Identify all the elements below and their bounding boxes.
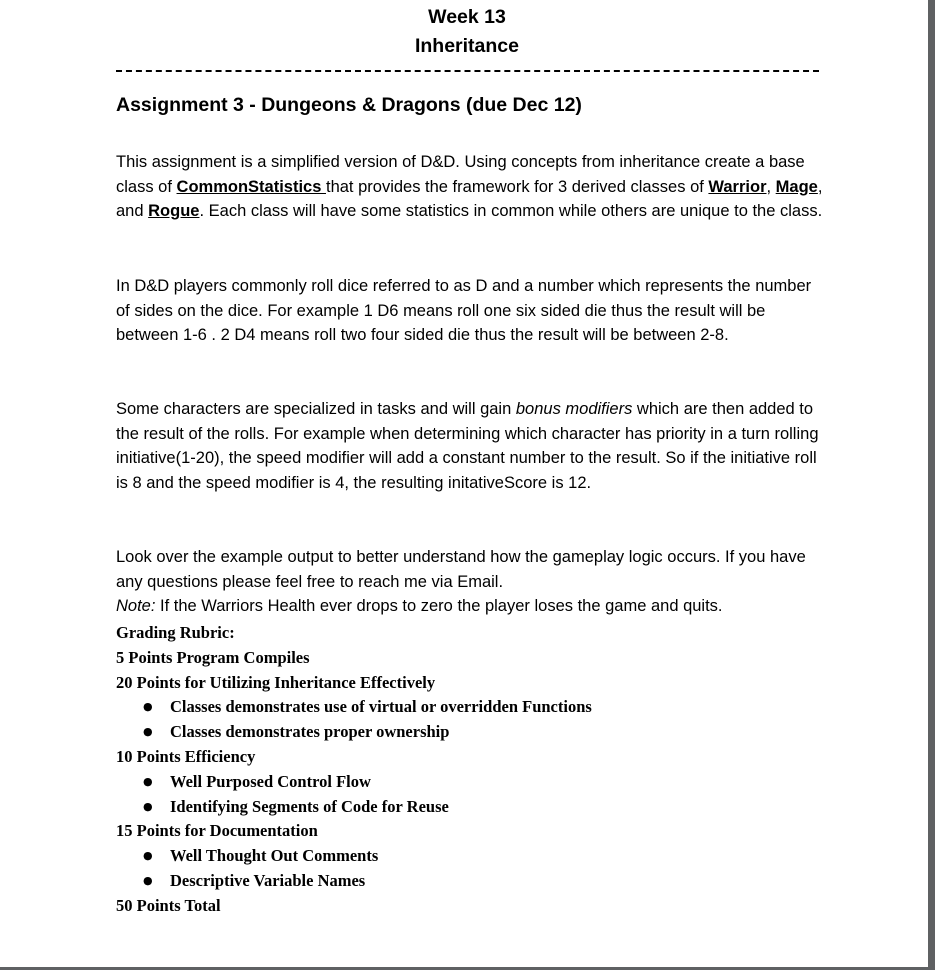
class-mage: Mage: [775, 177, 818, 196]
week-heading: Week 13: [428, 6, 506, 28]
intro-text-b: that provides the framework for 3 derived classes of: [325, 177, 709, 196]
gameplay-paragraph: [116, 545, 826, 619]
rubric-efficiency: 10 Points Efficiency: [116, 746, 256, 766]
intro-text-c: ,: [766, 177, 776, 196]
list-item: ● Descriptive Variable Names: [170, 869, 592, 894]
rubric-documentation: 15 Points for Documentation: [116, 821, 318, 841]
base-class-name: CommonStatistics: [176, 177, 326, 196]
list-item: ● Classes demonstrates use of virtual or overridden Functions: [170, 695, 592, 720]
intro-text-e: . Each class will have some statistics in common while others are unique to the class.: [199, 202, 823, 220]
class-warrior: Warrior: [708, 177, 767, 196]
documentation-list: [116, 844, 592, 894]
rubric-compiles: 5 Points Program Compiles: [116, 647, 310, 667]
modifiers-text-b: which are then added to the result of the rolls. For example when determining which character has priority in a turn rolling initiative(1-20), the speed modifier will add a constant number to the result. So if the initiative roll is 8 and the speed modifier is 4, the resulting initativeScore is 12.: [116, 400, 819, 492]
list-item: ● Well Purposed Control Flow: [170, 770, 592, 795]
bonus-modifiers-emphasis: bonus modifiers: [515, 400, 633, 418]
list-item: ● Identifying Segments of Code for Reuse: [170, 795, 592, 820]
rubric-total: 50 Points Total: [116, 895, 221, 915]
inheritance-list: [116, 695, 592, 745]
intro-text-d: , and: [116, 177, 823, 220]
assignment-title: Assignment 3 - Dungeons & Dragons (due Dec 12): [116, 94, 582, 116]
modifiers-text-a: Some characters are specialized in tasks and will gain: [116, 400, 516, 418]
class-rogue: Rogue: [148, 202, 200, 220]
dashed-divider: [116, 70, 819, 72]
list-item: ● Well Thought Out Comments: [170, 844, 592, 869]
rubric-inheritance: 20 Points for Utilizing Inheritance Effectively: [116, 672, 436, 692]
modifiers-paragraph: [116, 397, 826, 495]
intro-paragraph: [116, 150, 826, 224]
list-item: ● Classes demonstrates proper ownership: [170, 720, 592, 745]
topic-heading: Inheritance: [414, 35, 520, 57]
intro-text-a: This assignment is a simplified version of D&D. Using concepts from inheritance create a base class of: [116, 153, 805, 196]
efficiency-list: [116, 770, 592, 820]
note-text: If the Warriors Health ever drops to zero the player loses the game and quits.: [155, 597, 723, 615]
viewer-background-right: [928, 0, 935, 970]
grading-rubric: [116, 621, 592, 919]
note-label: Note:: [116, 597, 156, 615]
rubric-title: Grading Rubric:: [116, 623, 235, 642]
dice-paragraph: In D&D players commonly roll dice referred to as D and a number which represents the number of sides on the dice. For example 1 D6 means roll one six sided die thus the result will be between 1-6 . 2 D4 means roll two four sided die thus the result will be between 2-8.: [116, 277, 812, 344]
gameplay-text: Look over the example output to better understand how the gameplay logic occurs. If you have any questions please feel free to reach me via Email.: [116, 548, 806, 591]
